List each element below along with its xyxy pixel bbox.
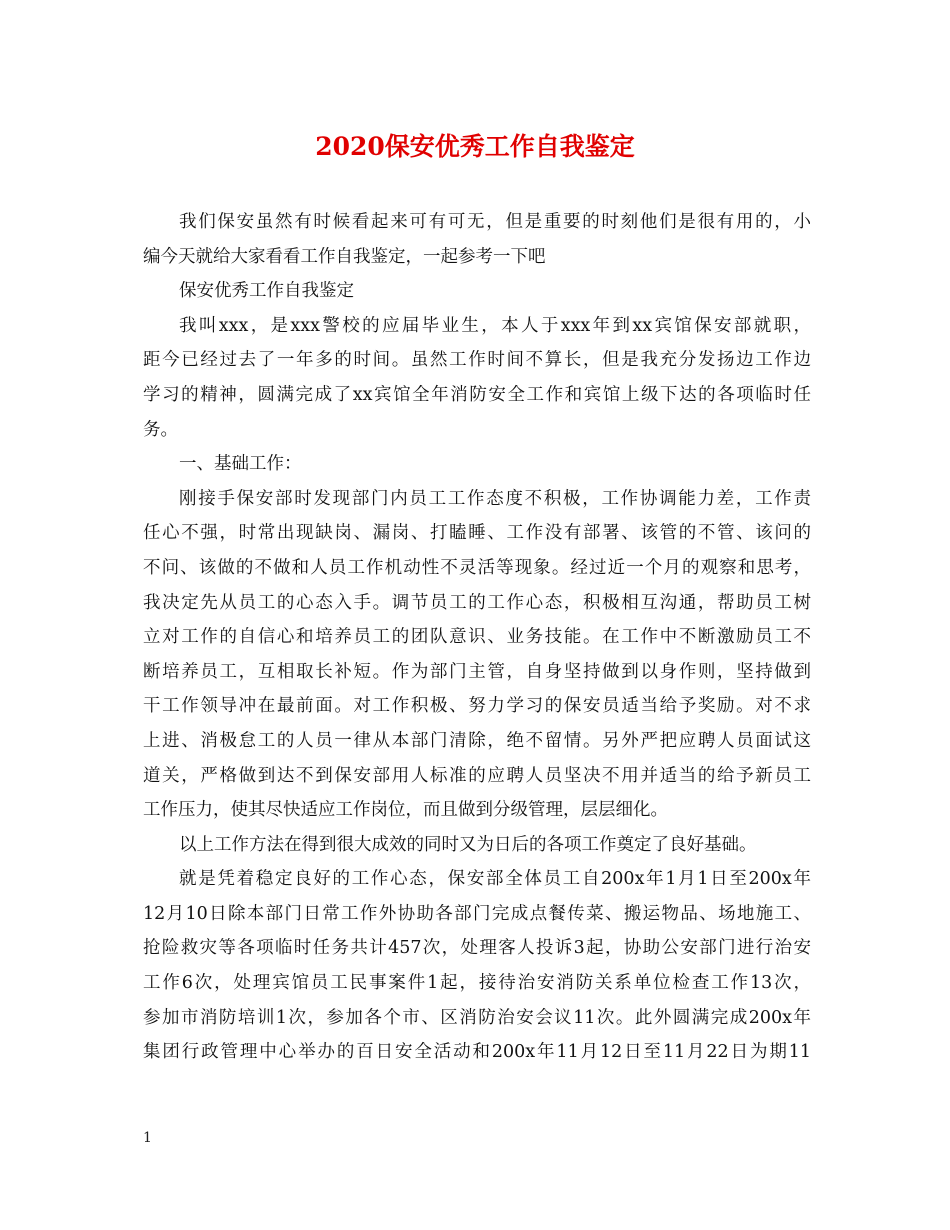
body-line: 抢险救灾等各项临时任务共计457次，处理客人投诉3起，协助公安部门进行治安 [143,938,811,959]
body-line: 12月10日除本部门日常工作外协助各部门完成点餐传菜、搬运物品、场地施工、 [143,903,811,924]
body-line: 一、基础工作： [179,454,302,475]
body-line: 我决定先从员工的心态入手。调节员工的工作心态，积极相互沟通，帮助员工树 [143,592,811,613]
body-line: 距今已经过去了一年多的时间。虽然工作时间不算长，但是我充分发扬边工作边 [143,350,811,371]
body-line: 干工作领导冲在最前面。对工作积极、努力学习的保安员适当给予奖励。对不求 [143,696,811,717]
body-line: 编今天就给大家看看工作自我鉴定，一起参考一下吧 [143,246,546,267]
body-line: 断培养员工，互相取长补短。作为部门主管，自身坚持做到以身作则，坚持做到 [143,661,811,682]
body-line: 参加市消防培训1次，参加各个市、区消防治安会议11次。此外圆满完成200x年 [143,1007,811,1028]
body-line: 任心不强，时常出现缺岗、漏岗、打瞌睡、工作没有部署、该管的不管、该问的 [143,523,811,544]
document-body [143,205,811,1070]
body-line: 集团行政管理中心举办的百日安全活动和200x年11月12日至11月22日为期11 [143,1042,811,1063]
body-line: 务。 [143,419,178,440]
body-line: 我们保安虽然有时候看起来可有可无，但是重要的时刻他们是很有用的，小 [179,212,811,232]
body-line: 工作压力，使其尽快适应工作岗位，而且做到分级管理，层层细化。 [143,800,668,821]
body-line: 道关，严格做到达不到保安部用人标准的应聘人员坚决不用并适当的给予新员工 [143,765,811,786]
page-number: 1 [143,1130,152,1146]
document-title: 2020保安优秀工作自我鉴定 [315,132,635,161]
body-line: 就是凭着稳定良好的工作心态，保安部全体员工自200x年1月1日至200x年 [179,869,811,890]
body-line: 刚接手保安部时发现部门内员工工作态度不积极，工作协调能力差，工作责 [179,488,811,509]
body-line: 上进、消极怠工的人员一律从本部门清除，绝不留情。另外严把应聘人员面试这 [143,730,811,751]
body-line: 不问、该做的不做和人员工作机动性不灵活等现象。经过近一个月的观察和思考， [143,557,811,578]
body-line: 保安优秀工作自我鉴定 [179,281,354,302]
body-line: 以上工作方法在得到很大成效的同时又为日后的各项工作奠定了良好基础。 [179,834,757,855]
body-line: 立对工作的自信心和培养员工的团队意识、业务技能。在工作中不断激励员工不 [143,627,811,648]
body-line: 工作6次，处理宾馆员工民事案件1起，接待治安消防关系单位检查工作13次， [143,973,811,994]
body-line: 我叫xxx，是xxx警校的应届毕业生，本人于xxx年到xx宾馆保安部就职， [179,315,811,336]
body-line: 学习的精神，圆满完成了xx宾馆全年消防安全工作和宾馆上级下达的各项临时任 [143,384,811,405]
